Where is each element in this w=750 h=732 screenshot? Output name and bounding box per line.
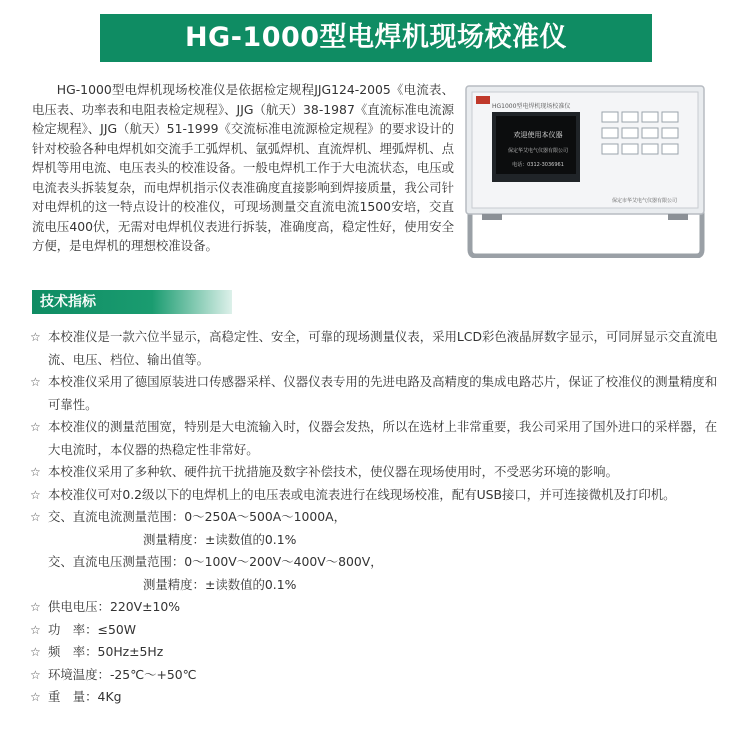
star-icon: ☆ — [30, 330, 41, 344]
star-icon: ☆ — [30, 690, 41, 704]
star-icon: ☆ — [30, 667, 41, 682]
screen-line-1: 欢迎使用本仪器 — [513, 131, 563, 139]
voltage-accuracy: 测量精度：±读数值的0.1% — [143, 576, 297, 592]
device-image — [462, 80, 712, 260]
intro-paragraph: HG-1000型电焊机现场校准仪是依据检定规程JJG124-2005《电流表、电压表、功率表和电阻表检定规程》、JJG（航天）38-1987《直流标准电流源检定规程》、JJG（航天）51-1999《交流标准电流源检定规程》的要求设计的针对校验各种电焊机如交流手工弧焊机、氩弧焊机、直流焊机、埋弧焊机、点焊机等用电流、电压表头的校准设备。一般电焊机工作于大电流状态，电压或电流表头拆装复杂，而电焊机指示仪表准确度直接影响到焊接质量，我公司针对电焊机的这一特点设计的校准仪，可现场测量交直流电流1500安培，交直流电压400伏，无需对电焊机仪表进行拆装，准确度高，稳定性好，使用安全方便，是电焊机的理想校准设备。 — [32, 82, 454, 253]
star-icon: ☆ — [30, 487, 41, 502]
feature-item: ☆ 本校准仪是一款六位半显示，高稳定性、安全，可靠的现场测量仪表，采用LCD彩色液晶屏数字显示，可同屏显示交直流电流、电压、档位、输出值等。 — [30, 326, 720, 371]
screen-line-3: 电话：0312-3036961 — [512, 162, 564, 168]
feature-item: ☆ 本校准仪采用了德国原装进口传感器采样、仪器仪表专用的先进电路及高精度的集成电路芯片，保证了校准仪的测量精度和可靠性。 — [30, 371, 720, 416]
power-item: ☆ 功 率：≤50W — [30, 619, 720, 642]
current-range-item: ☆ 交、直流电流测量范围：0～250A～500A～1000A， — [30, 506, 720, 529]
device-logo-text: HG1000型电焊机现场校准仪 — [492, 103, 571, 110]
frequency-item: ☆ 频 率：50Hz±5Hz — [30, 641, 720, 664]
star-icon: ☆ — [30, 420, 41, 434]
current-accuracy: 测量精度：±读数值的0.1% — [143, 531, 297, 547]
star-icon: ☆ — [30, 510, 41, 524]
screen-line-2: 保定华艾电气仪器有限公司 — [507, 148, 568, 154]
feature-item: ☆ 本校准仪的测量范围宽，特别是大电流输入时，仪器会发热，所以在选材上非常重要，我公司采用了国外进口的采样器，在大电流时，本仪器的热稳定性非常好。 — [30, 416, 720, 461]
feature-item: ☆ 本校准仪可对0.2级以下的电焊机上的电压表或电流表进行在线现场校准，配有USB接口，并可连接微机及打印机。 — [30, 484, 720, 507]
star-icon: ☆ — [30, 600, 41, 614]
star-icon: ☆ — [30, 622, 41, 637]
weight-item: ☆ 重 量：4Kg — [30, 686, 720, 709]
section-header — [32, 290, 232, 314]
feature-item: ☆ 本校准仪采用了多种软、硬件抗干扰措施及数字补偿技术，使仪器在现场使用时，不受恶劣环境的影响。 — [30, 461, 720, 484]
star-icon: ☆ — [30, 645, 41, 659]
star-icon: ☆ — [30, 465, 41, 479]
device-brand: 保定市华艾电气仪器有限公司 — [612, 198, 678, 204]
intro-section — [32, 80, 712, 264]
voltage-range: 交、直流电压测量范围：0～100V～200V～400V～800V， — [48, 554, 383, 569]
page-title: HG-1000型电焊机现场校准仪 — [100, 14, 652, 62]
spec-list — [30, 326, 720, 709]
temperature-item: ☆ 环境温度：-25℃～+50℃ — [30, 664, 720, 687]
power-supply-item: ☆ 供电电压：220V±10% — [30, 596, 720, 619]
star-icon: ☆ — [30, 375, 41, 389]
section-title: 技术指标 — [40, 294, 96, 310]
